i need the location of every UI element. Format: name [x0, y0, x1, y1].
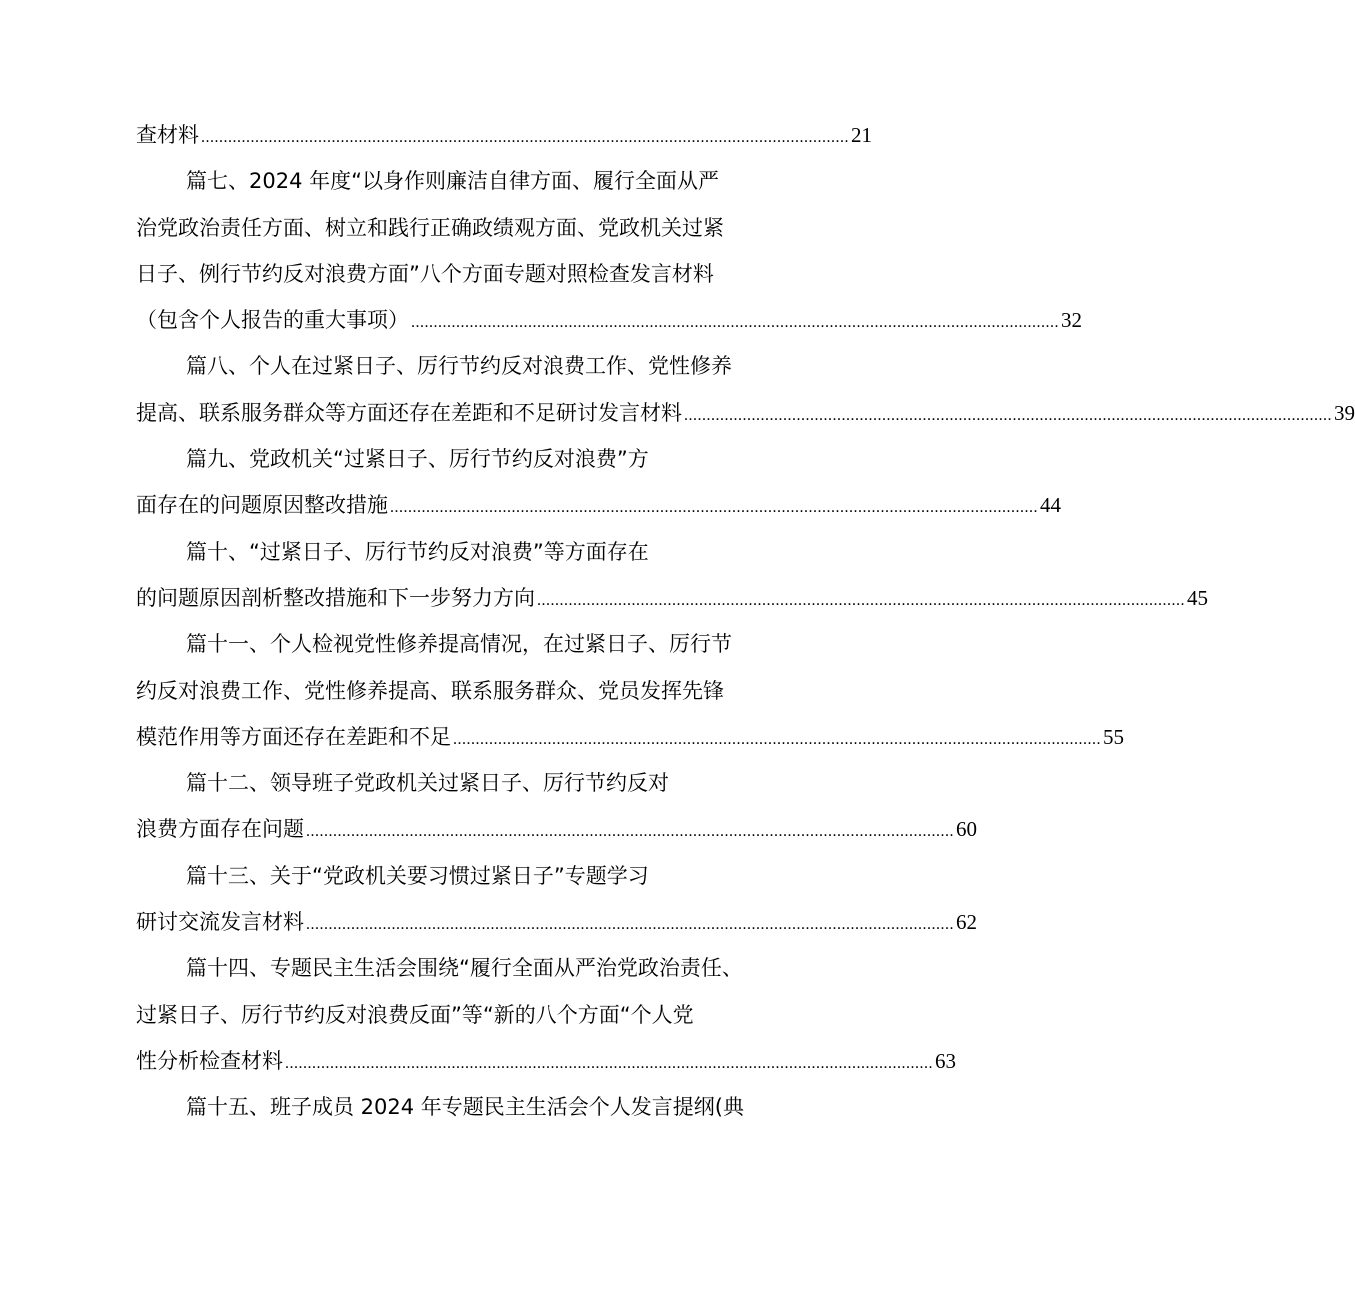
toc-page-number: 32 — [1061, 308, 1082, 333]
toc-line-18 — [136, 899, 977, 945]
dot-leader: ................................................................................................................................................ — [684, 406, 1332, 424]
toc-entry-text: 面存在的问题原因整改措施 — [136, 493, 388, 518]
toc-entry-text: 篇十、“过紧日子、厉行节约反对浪费”等方面存在 — [186, 539, 649, 564]
dot-leader: ................................................................................................................................................ — [537, 591, 1185, 609]
toc-line-6 — [136, 343, 786, 389]
dot-leader: ................................................................................................................................................ — [390, 499, 1038, 517]
toc-entry-text: （包含个人报告的重大事项） — [136, 308, 409, 333]
toc-line-14 — [136, 714, 1124, 760]
toc-page-number: 44 — [1040, 493, 1061, 518]
toc-line-11 — [136, 575, 1208, 621]
toc-line-3 — [136, 205, 786, 251]
toc-entry-text: 模范作用等方面还存在差距和不足 — [136, 724, 451, 749]
toc-line-17 — [136, 853, 786, 899]
toc-line-9 — [136, 482, 1061, 528]
toc-line-15 — [136, 760, 786, 806]
dot-leader: ................................................................................................................................................ — [285, 1054, 933, 1072]
toc-entry-text: 查材料 — [136, 123, 199, 147]
dot-leader: ................................................................................................................................................ — [453, 730, 1101, 748]
toc-line-5 — [136, 297, 1082, 343]
dot-leader: ................................................................................................................................................ — [306, 916, 954, 934]
toc-entry-text: 篇十一、个人检视党性修养提高情况，在过紧日子、厉行节 — [186, 632, 732, 657]
toc-entry-text: 日子、例行节约反对浪费方面”八个方面专题对照检查发言材料 — [136, 261, 714, 286]
toc-page-number: 60 — [956, 817, 977, 842]
toc-page-number: 21 — [851, 123, 872, 147]
toc-line-2 — [136, 158, 786, 204]
toc-line-16 — [136, 806, 977, 852]
toc-entry-text: 的问题原因剖析整改措施和下一步努力方向 — [136, 585, 535, 610]
toc-line-20 — [136, 992, 786, 1038]
toc-line-13 — [136, 668, 786, 714]
toc-entry-text: 篇八、个人在过紧日子、厉行节约反对浪费工作、党性修养 — [186, 354, 732, 379]
toc-entry-text: 研讨交流发言材料 — [136, 910, 304, 935]
toc-line-22 — [136, 1084, 786, 1130]
toc-line-21 — [136, 1038, 956, 1084]
toc-page-number: 62 — [956, 910, 977, 935]
toc-entry-text: 篇十二、领导班子党政机关过紧日子、厉行节约反对 — [186, 771, 669, 796]
toc-line-8 — [136, 436, 786, 482]
toc-entry-text: 约反对浪费工作、党性修养提高、联系服务群众、党员发挥先锋 — [136, 678, 724, 703]
table-of-contents — [136, 112, 1355, 1131]
dot-leader: ................................................................................................................................................ — [201, 129, 849, 146]
toc-page-number: 63 — [935, 1048, 956, 1073]
toc-entry-text: 篇九、党政机关“过紧日子、厉行节约反对浪费”方 — [186, 447, 649, 472]
toc-entry-text: 浪费方面存在问题 — [136, 817, 304, 842]
toc-line-7 — [136, 390, 1355, 436]
toc-line-1 — [136, 112, 872, 158]
toc-line-10 — [136, 529, 786, 575]
toc-entry-text: 篇七、2024 年度“以身作则廉洁自律方面、履行全面从严 — [186, 169, 719, 194]
toc-page-number: 55 — [1103, 724, 1124, 749]
toc-line-19 — [136, 945, 786, 991]
toc-entry-text: 篇十三、关于“党政机关要习惯过紧日子”专题学习 — [186, 863, 649, 888]
toc-entry-text: 性分析检查材料 — [136, 1048, 283, 1073]
dot-leader: ................................................................................................................................................ — [306, 823, 954, 841]
toc-entry-text: 篇十五、班子成员 2024 年专题民主生活会个人发言提纲(典 — [186, 1095, 744, 1120]
toc-entry-text: 治党政治责任方面、树立和践行正确政绩观方面、党政机关过紧 — [136, 215, 724, 240]
toc-page-number: 45 — [1187, 585, 1208, 610]
toc-entry-text: 提高、联系服务群众等方面还存在差距和不足研讨发言材料 — [136, 400, 682, 425]
toc-entry-text: 篇十四、专题民主生活会围绕“履行全面从严治党政治责任、 — [186, 956, 743, 981]
toc-line-12 — [136, 621, 786, 667]
toc-entry-text: 过紧日子、厉行节约反对浪费反面”等“新的八个方面“个人党 — [136, 1002, 694, 1027]
toc-line-4 — [136, 251, 786, 297]
dot-leader: ................................................................................................................................................ — [411, 314, 1059, 332]
toc-page-number: 39 — [1334, 400, 1355, 425]
